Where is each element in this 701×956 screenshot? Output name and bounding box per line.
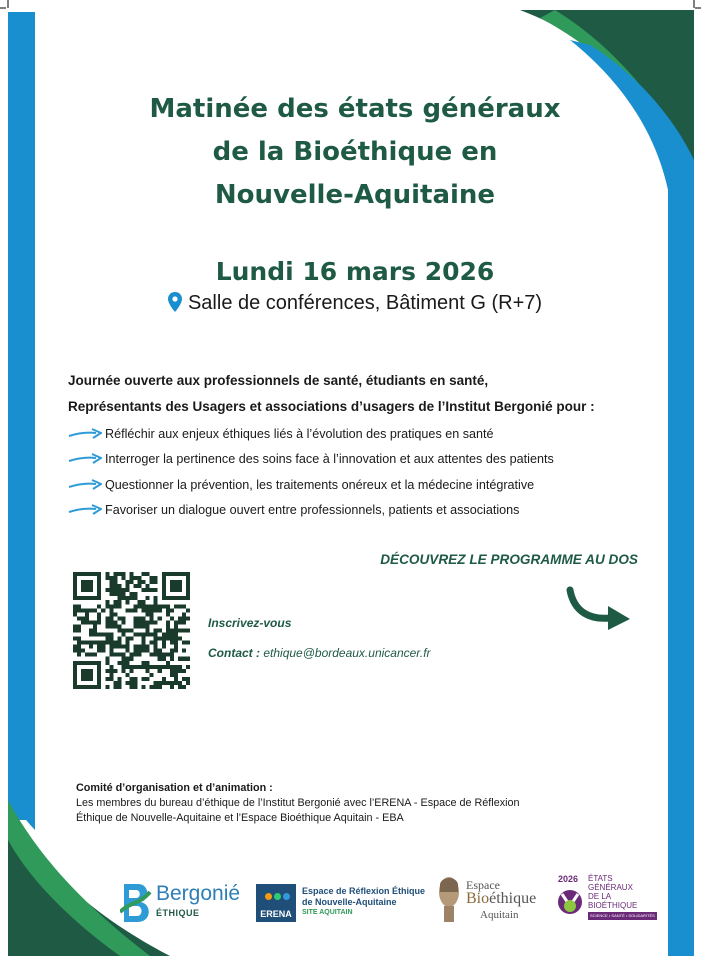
list-item-text: Interroger la pertinence des soins face à l’innovation et aux attentes des patients <box>105 452 554 467</box>
list-item-text: Favoriser un dialogue ouvert entre professionnels, patients et associations <box>105 503 520 518</box>
list-item-text: Réfléchir aux enjeux éthiques liés à l’évolution des pratiques en santé <box>105 426 494 441</box>
arrow-right-icon <box>68 504 102 516</box>
list-item-text: Questionner la prévention, les traitements onéreux et la médecine intégrative <box>105 477 535 492</box>
egb-line: BIOÉTHIQUE <box>588 901 638 910</box>
discover-program-link[interactable]: DÉCOUVREZ LE PROGRAMME AU DOS <box>380 552 638 567</box>
committee-title: Comité d’organisation et d’animation : <box>76 782 273 794</box>
eba-line-2 <box>466 890 536 908</box>
contact-line <box>208 646 431 660</box>
list-item <box>68 447 688 473</box>
eba-line: Aquitain <box>480 909 519 921</box>
register-link[interactable]: Inscrivez-vous <box>208 616 292 630</box>
page-title <box>60 88 650 217</box>
erena-line: Espace de Réflexion Éthique <box>302 886 426 896</box>
bergonie-name: Bergonié <box>156 882 241 905</box>
intro-text <box>68 368 668 420</box>
contact-email[interactable]: ethique@bordeaux.unicancer.fr <box>263 646 431 660</box>
egb-emblem-icon <box>556 886 584 916</box>
erena-logo <box>256 884 436 922</box>
egb-line: GÉNÉRAUX <box>588 883 633 892</box>
erena-badge <box>256 884 296 922</box>
eba-ethique: éthique <box>489 890 537 907</box>
list-item <box>68 498 688 524</box>
egb-line: DE LA <box>588 892 612 901</box>
location-pin-icon <box>168 292 182 312</box>
erena-line: de Nouvelle-Aquitaine <box>302 897 397 907</box>
bergonie-logo <box>120 880 250 924</box>
eba-logo <box>436 874 552 926</box>
eba-bio: Bio <box>466 890 490 907</box>
bergonie-sub: ÉTHIQUE <box>156 908 200 918</box>
committee-line: Éthique de Nouvelle-Aquitaine et l’Espace Bioéthique Aquitain - EBA <box>76 812 404 824</box>
statue-head-icon <box>436 874 462 924</box>
title-line: de la Bioéthique en <box>212 137 498 167</box>
egb-line: ÉTATS <box>588 874 613 883</box>
egb-tag: SCIENCE • SANTÉ • SOLIDARITÉS <box>590 913 655 918</box>
eba-line: Espace <box>466 878 500 892</box>
arrow-right-icon <box>68 428 102 440</box>
list-item <box>68 472 688 498</box>
erena-badge-text: ERENA <box>260 909 292 919</box>
objectives-list <box>68 421 688 523</box>
organizing-committee <box>76 781 636 826</box>
arrow-right-icon <box>68 453 102 465</box>
title-line: Matinée des états généraux <box>149 94 561 124</box>
venue-text: Salle de conférences, Bâtiment G (R+7) <box>187 292 543 314</box>
erena-dots <box>264 888 291 906</box>
title-line: Nouvelle-Aquitaine <box>214 180 496 210</box>
arrow-right-icon <box>68 479 102 491</box>
list-item <box>68 421 688 447</box>
contact-label: Contact : <box>208 646 260 660</box>
qr-code[interactable] <box>73 572 190 689</box>
committee-line: Les membres du bureau d’éthique de l’Institut Bergonié avec l’ERENA - Espace de Réflexion <box>76 797 520 809</box>
intro-line: Représentants des Usagers et associations d’usagers de l’Institut Bergonié pour : <box>68 399 595 414</box>
egb-year: 2026 <box>558 874 579 884</box>
intro-line: Journée ouverte aux professionnels de santé, étudiants en santé, <box>68 373 489 388</box>
erena-line: SITE AQUITAIN <box>302 909 353 916</box>
event-venue <box>60 292 650 315</box>
event-date: Lundi 16 mars 2026 <box>215 257 495 286</box>
egb-logo <box>556 874 660 926</box>
curved-arrow-icon <box>566 586 632 632</box>
bergonie-b-icon <box>120 882 154 924</box>
